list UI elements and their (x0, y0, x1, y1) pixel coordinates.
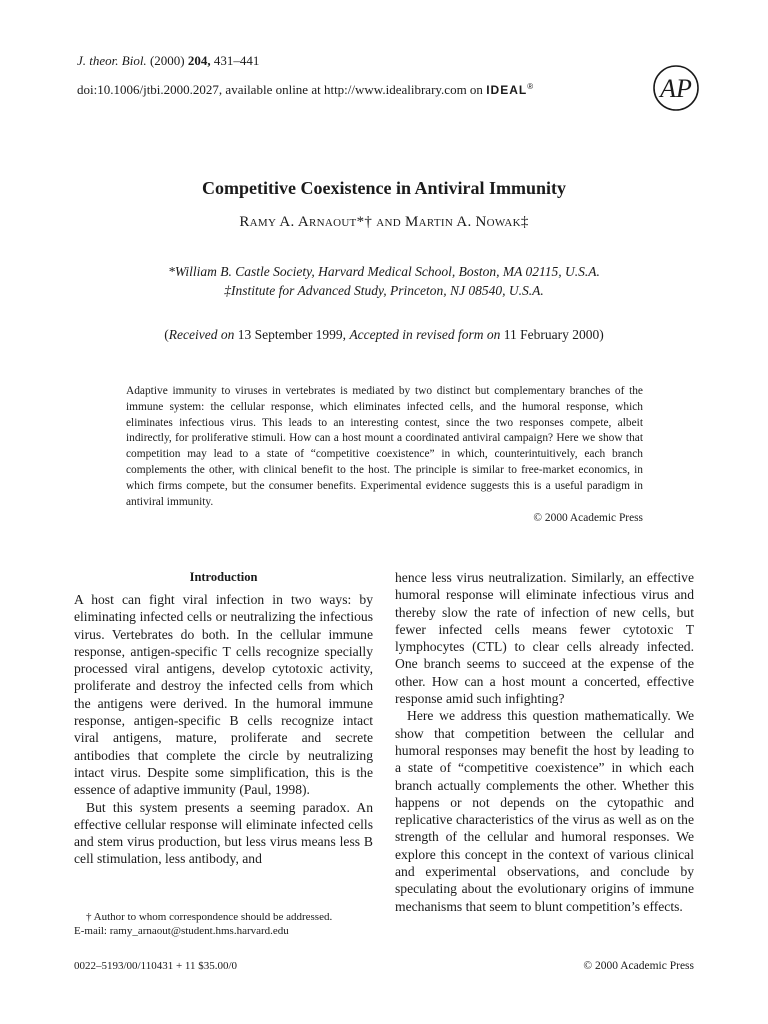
abstract: Adaptive immunity to viruses in vertebrates is mediated by two distinct but complementary branches of the immune system: the cellular response, which eliminates infected cells, and the humoral response, which eliminates infectious virus. This leads to an interesting contest, since the two responses compete, albeit indirectly, for proliferative stimuli. How can a host mount a coordinated antiviral campaign? Here we show that competition may lead to a state of “competitive coexistence” in which, counterintuitively, each branch complements the other, with clinical benefit to the host. The principle is similar to free-market economics, in which firms compete, but the consumer benefits. Experimental evidence suggests this is a useful paradigm in antiviral immunity. (126, 385, 643, 508)
paragraph: But this system presents a seeming paradox. An effective cellular response will eliminate infected cells and stem virus production, but less virus means less B cell stimulation, less antibody, and (74, 799, 373, 867)
received-label: Received on (168, 327, 235, 342)
accepted-date: 11 February 2000) (503, 327, 604, 342)
right-column (395, 569, 694, 915)
affiliation-2: ‡Institute for Advanced Study, Princeton, NJ 08540, U.S.A. (224, 283, 544, 298)
journal-year: (2000) (149, 53, 185, 68)
received-open: ( (164, 327, 169, 342)
ideal-logo (486, 78, 534, 99)
paper-authors: Ramy A. Arnaout*† and Martin A. Nowak‡ (239, 214, 529, 230)
ideal-logo-text: IDEAL (486, 83, 528, 97)
journal-pages: 431–441 (213, 53, 260, 68)
paragraph: Here we address this question mathematically. We show that competition between the cellular and humoral responses may benefit the host by leading to a state of “competitive coexistence” in which each branch actually complements the other. Whether this happens or not depends on the cytopathic and replicative characteristics of the virus as well as on the strength of the cellular and humoral responses. We explore this concept in the context of various clinical and experimental observations, and conclude by speculating about the evolutionary origins of immune mechanisms that seem to blunt competition’s effects. (395, 708, 694, 914)
footer-copyright: © 2000 Academic Press (583, 960, 694, 972)
received-dates (0, 327, 768, 343)
abstract-copyright: © 2000 Academic Press (533, 512, 643, 524)
paragraph: hence less virus neutralization. Similarly, an effective humoral response will eliminate infectious virus and thereby slow the rate of infection of new cells, but fewer infected cells means fewer cytotoxic T lymphocytes (CTL) to clear cells already infected. One branch seems to succeed at the expense of the other. How can a host mount a concerted, effective response amid such infighting? (395, 570, 694, 707)
academic-press-logo (652, 64, 700, 112)
footnote-correspondence: † Author to whom correspondence should be addressed. (86, 911, 333, 923)
footnote (74, 910, 374, 938)
journal-name: J. theor. Biol. (77, 53, 147, 68)
doi-text: doi:10.1006/jtbi.2000.2027, available online at http://www.idealibrary.com on (77, 82, 483, 97)
publisher-logo-text: AP (660, 74, 692, 103)
section-heading: Introduction (189, 570, 258, 584)
footer-code: 0022–5193/00/110431 + 11 $35.00/0 (74, 960, 238, 972)
registered-mark: ® (527, 82, 535, 91)
journal-citation (77, 52, 259, 70)
footnote-email: E-mail: ramy_arnaout@student.hms.harvard.edu (74, 925, 289, 937)
received-date: 13 September 1999, (237, 327, 347, 342)
affiliation-1: *William B. Castle Society, Harvard Medical School, Boston, MA 02115, U.S.A. (168, 264, 600, 279)
left-column (74, 569, 373, 868)
accepted-label: Accepted in revised form on (349, 327, 501, 342)
journal-volume: 204, (187, 53, 211, 68)
paragraph: A host can fight viral infection in two ways: by eliminating infected cells or neutralizing the infectious virus. Vertebrates do both. In the cellular immune response, antigen-specific T cells recognize specially processed viral antigens, develop cytotoxic activity, proliferate and destroy the infected cells from which the antigens were derived. In the humoral immune response, antigen-specific B cells recognize intact viral antigens, mature, proliferate and secrete antibodies that complete the circle by neutralizing intact virus. Despite some simplification, this is the essence of adaptive immunity (Paul, 1998). (74, 592, 373, 798)
doi-line (77, 78, 534, 99)
paper-title: Competitive Coexistence in Antiviral Immunity (202, 178, 566, 198)
